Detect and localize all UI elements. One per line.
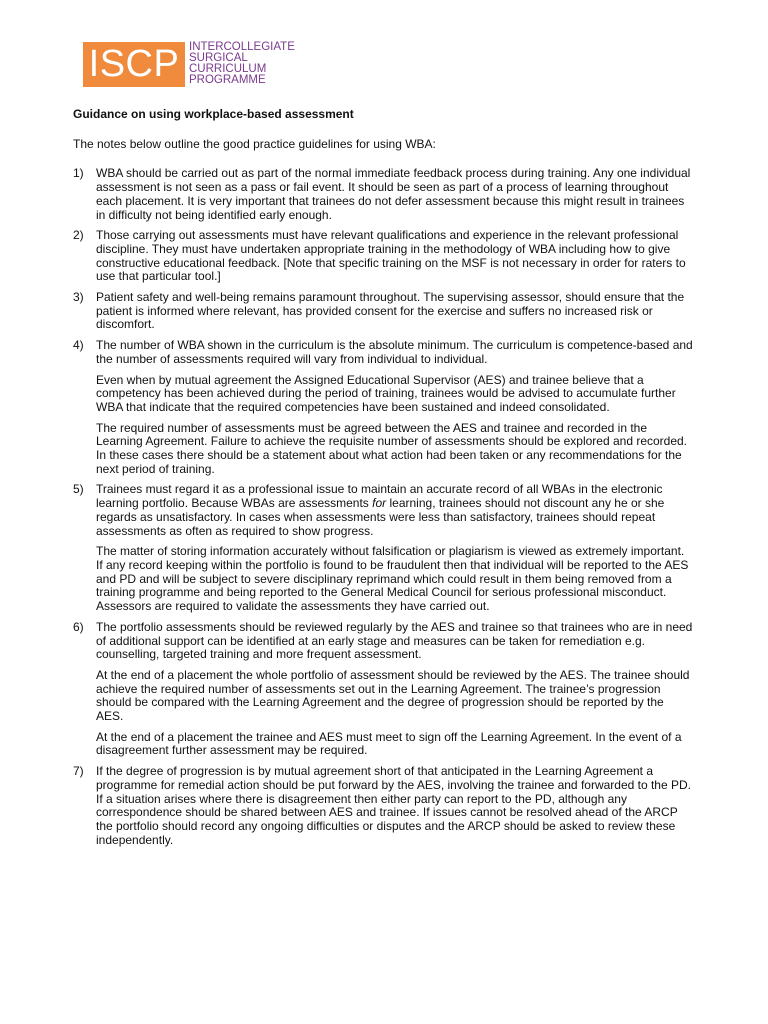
logo-line: SURGICAL <box>189 52 248 64</box>
guideline-item-3 <box>73 291 693 332</box>
item-paragraph: The portfolio assessments should be reviewed regularly by the AES and trainee so that trainees who are in need of additional support can be identified at an early stage and measures can be taken for remediation e.g. counselling, targeted training and more frequent assessment. <box>96 619 693 662</box>
paragraph-text: learning, trainees should not discount any he or she regards as unsatisfactory. In cases when assessments were less than satisfactory, trainees should repeat assessments as often as required to show progress. <box>96 496 665 538</box>
guideline-item-7 <box>73 765 693 847</box>
item-paragraph: Patient safety and well-being remains paramount throughout. The supervising assessor, should ensure that the patient is informed where relevant, has provided consent for the exercise and suffers no increased risk or discomfort. <box>96 290 685 332</box>
item-paragraph: WBA should be carried out as part of the normal immediate feedback process during training. Any one individual assessment is not seen as a pass or fail event. It should be seen as part of a process of learning throughout each placement. It is very important that trainees do not defer assessment because this might result in trainees in difficulty not being identified early enough. <box>96 166 691 222</box>
item-paragraph: At the end of a placement the trainee and AES must meet to sign off the Learning Agreement. In the event of a disagreement further assessment may be required. <box>96 729 682 758</box>
item-paragraph: Even when by mutual agreement the Assigned Educational Supervisor (AES) and trainee believe that a competency has been achieved during the period of training, trainees would be advised to accumulate further WBA that indicate that the required competencies have been sustained and indeed consolidated. <box>96 372 676 414</box>
document-intro: The notes below outline the good practice guidelines for using WBA: <box>73 136 436 151</box>
guideline-item-5 <box>73 483 693 613</box>
logo-line: PROGRAMME <box>189 74 266 86</box>
emphasis-text: for <box>372 496 387 511</box>
item-number: 7) <box>73 764 84 779</box>
guideline-item-4 <box>73 339 693 476</box>
guideline-item-1 <box>73 167 693 222</box>
guideline-item-6 <box>73 621 693 758</box>
guideline-item-2 <box>73 229 693 284</box>
item-paragraph <box>96 483 693 538</box>
item-paragraph: Those carrying out assessments must have relevant qualifications and experience in the relevant professional discipline. They must have undertaken appropriate training in the methodology of WBA including how to give constructive educational feedback. [Note that specific training on the MSF is not necessary in order for raters to use that particular tool.] <box>96 228 686 284</box>
logo-line: INTERCOLLEGIATE <box>189 41 295 53</box>
item-number: 6) <box>73 619 84 634</box>
item-number: 3) <box>73 290 84 305</box>
paragraph-text: Trainees must regard it as a professional issue to maintain an accurate record of all WBAs in the electronic learning portfolio. Because WBAs are assessments <box>96 482 663 511</box>
item-number: 1) <box>73 166 84 181</box>
logo-abbreviation: ISCP <box>83 42 185 87</box>
item-paragraph: The matter of storing information accurately without falsification or plagiarism is viewed as extremely important. If any record keeping within the portfolio is found to be fraudulent then that individual will be reported to the AES and PD and will be subject to severe disciplinary reprimand which could result in them being removed from a training programme and being reported to the General Medical Council for serious professional misconduct. Assessors are required to validate the assessments they have carried out. <box>96 544 689 614</box>
item-number: 2) <box>73 228 84 243</box>
item-paragraph: The number of WBA shown in the curriculum is the absolute minimum. The curriculum is competence-based and the number of assessments required will vary from individual to individual. <box>96 338 693 366</box>
item-paragraph: At the end of a placement the whole portfolio of assessment should be reviewed by the AES. The trainee should achieve the required number of assessments set out in the Learning Agreement. The trainee’s progression should be compared with the Learning Agreement and the degree of progression should be reported by the AES. <box>96 667 690 724</box>
item-paragraph: If the degree of progression is by mutual agreement short of that anticipated in the Learning Agreement a programme for remedial action should be put forward by the AES, involving the trainee and forwarded to the PD. If a situation arises where there is disagreement then either party can report to the PD, although any correspondence should be shared between AES and trainee. If issues cannot be resolved ahead of the ARCP the portfolio should record any ongoing difficulties or disputes and the ARCP should be asked to review these independently. <box>96 764 691 847</box>
logo-wordmark <box>189 42 295 86</box>
document-body <box>73 108 693 854</box>
logo-line: CURRICULUM <box>189 63 267 75</box>
item-number: 4) <box>73 338 84 353</box>
item-paragraph: The required number of assessments must be agreed between the AES and trainee and recorded in the Learning Agreement. Failure to achieve the requisite number of assessments should be explored and recorded. In these cases there should be a statement about what action had been taken or any recommendations for the next period of training. <box>96 420 688 476</box>
guideline-list <box>73 167 693 847</box>
document-heading: Guidance on using workplace-based assessment <box>73 107 354 121</box>
iscp-logo <box>83 42 295 87</box>
item-number: 5) <box>73 482 84 497</box>
